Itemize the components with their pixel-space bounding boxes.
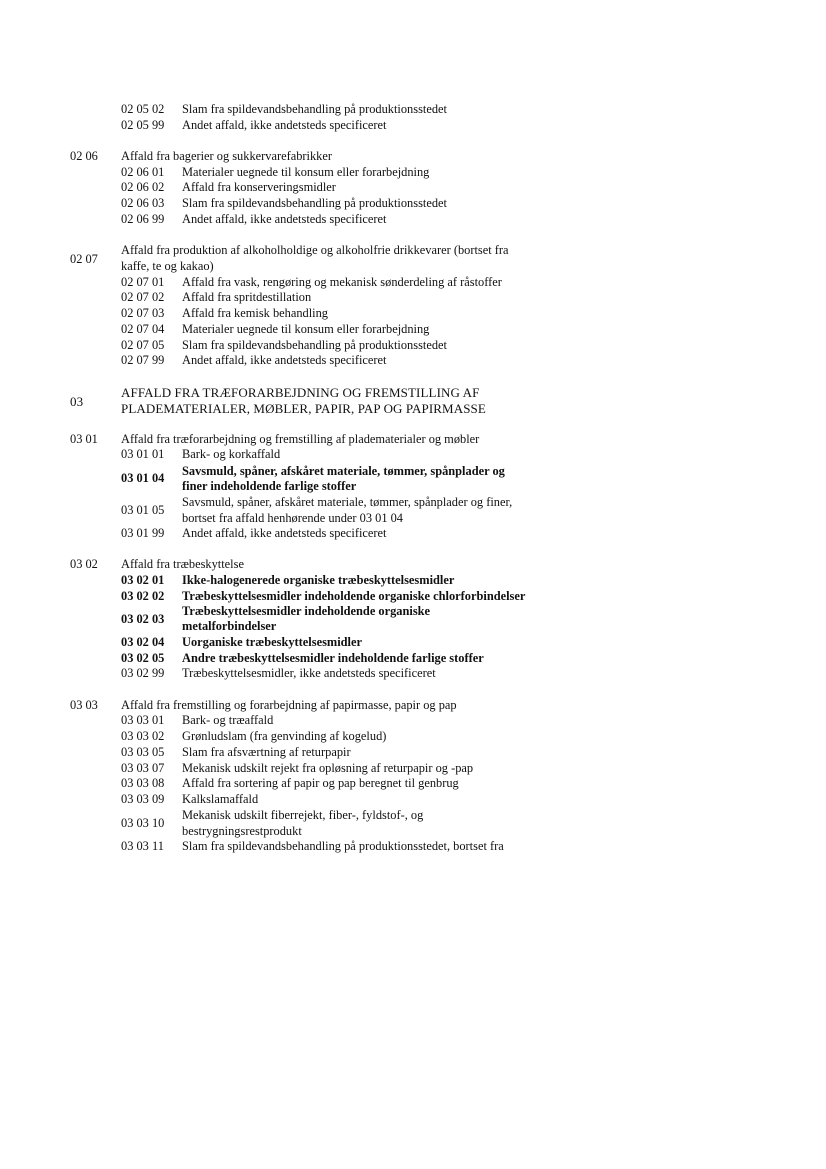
waste-code: 03 03 10 (121, 816, 165, 830)
waste-description: Affald fra spritdestillation (182, 290, 312, 304)
waste-description-cont: finer indeholdende farlige stoffer (182, 479, 357, 493)
waste-description: Affald fra konserveringsmidler (182, 180, 336, 194)
waste-description: Slam fra spildevandsbehandling på produktionsstedet, bortset fra (182, 839, 504, 853)
waste-description: Slam fra spildevandsbehandling på produktionsstedet (182, 196, 447, 210)
waste-description: Affald fra vask, rengøring og mekanisk sønderdeling af råstoffer (182, 275, 502, 289)
waste-code: 03 03 02 (121, 729, 165, 743)
waste-group-code: 02 07 (70, 252, 98, 266)
waste-code: 02 07 04 (121, 322, 165, 336)
waste-group-title: Affald fra træforarbejdning og fremstilling af pladematerialer og møbler (121, 432, 480, 446)
waste-description: Andet affald, ikke andetsteds specificeret (182, 118, 387, 132)
waste-description: Bark- og træaffald (182, 713, 274, 727)
chapter-code: 03 (70, 394, 84, 409)
waste-group-title: Affald fra bagerier og sukkervarefabrikker (121, 149, 332, 163)
waste-code: 02 07 03 (121, 306, 165, 320)
waste-code: 02 05 02 (121, 102, 165, 116)
waste-code: 03 01 99 (121, 526, 165, 540)
chapter-title: AFFALD FRA TRÆFORARBEJDNING OG FREMSTILLING AF (121, 385, 480, 400)
waste-description: Materialer uegnede til konsum eller forarbejdning (182, 322, 430, 336)
waste-group-title: Affald fra produktion af alkoholholdige og alkoholfrie drikkevarer (bortset fra (121, 243, 509, 257)
waste-code: 03 02 05 (121, 651, 165, 665)
waste-code: 03 02 03 (121, 612, 165, 626)
waste-code: 03 03 01 (121, 713, 165, 727)
waste-description: Mekanisk udskilt rejekt fra opløsning af returpapir og -pap (182, 761, 474, 775)
waste-description: Materialer uegnede til konsum eller forarbejdning (182, 165, 430, 179)
waste-description: Slam fra spildevandsbehandling på produktionsstedet (182, 338, 447, 352)
waste-code: 02 06 99 (121, 212, 165, 226)
waste-group-title: Affald fra fremstilling og forarbejdning af papirmasse, papir og pap (121, 698, 457, 712)
waste-description: Affald fra sortering af papir og pap beregnet til genbrug (182, 776, 459, 790)
waste-code: 03 03 09 (121, 792, 165, 806)
waste-code: 03 02 02 (121, 589, 165, 603)
waste-description: Andet affald, ikke andetsteds specificeret (182, 353, 387, 367)
waste-code: 03 03 05 (121, 745, 165, 759)
waste-code: 03 03 07 (121, 761, 165, 775)
waste-description: Affald fra kemisk behandling (182, 306, 329, 320)
waste-description: Andre træbeskyttelsesmidler indeholdende farlige stoffer (182, 651, 484, 665)
waste-group-code: 03 01 (70, 432, 98, 446)
waste-code: 02 06 03 (121, 196, 165, 210)
waste-code: 03 02 04 (121, 635, 165, 649)
waste-description: Grønludslam (fra genvinding af kogelud) (182, 729, 387, 743)
waste-group-code: 02 06 (70, 149, 98, 163)
chapter-title-cont: PLADEMATERIALER, MØBLER, PAPIR, PAP OG PAPIRMASSE (121, 401, 486, 416)
waste-description: Savsmuld, spåner, afskåret materiale, tømmer, spånplader og finer, (182, 495, 513, 509)
waste-description: Kalkslamaffald (182, 792, 259, 806)
waste-code: 02 07 05 (121, 338, 165, 352)
waste-description: Savsmuld, spåner, afskåret materiale, tømmer, spånplader og (182, 464, 505, 478)
waste-description: Mekanisk udskilt fiberrejekt, fiber-, fyldstof-, og (182, 808, 424, 822)
waste-code: 02 07 01 (121, 275, 165, 289)
waste-description-cont: bestrygningsrestprodukt (182, 824, 302, 838)
waste-description: Slam fra spildevandsbehandling på produktionsstedet (182, 102, 447, 116)
waste-description: Bark- og korkaffald (182, 447, 281, 461)
waste-description: Ikke-halogenerede organiske træbeskyttelsesmidler (182, 573, 455, 587)
waste-description-cont: bortset fra affald henhørende under 03 01 04 (182, 511, 404, 525)
waste-description: Andet affald, ikke andetsteds specificeret (182, 526, 387, 540)
waste-description: Træbeskyttelsesmidler indeholdende organiske (182, 604, 431, 618)
waste-code: 03 01 04 (121, 471, 165, 485)
waste-group-code: 03 02 (70, 557, 98, 571)
waste-description: Træbeskyttelsesmidler indeholdende organiske chlorforbindelser (182, 589, 526, 603)
waste-code: 03 01 01 (121, 447, 165, 461)
waste-code: 03 03 11 (121, 839, 164, 853)
waste-code: 03 03 08 (121, 776, 165, 790)
waste-code: 03 02 99 (121, 666, 165, 680)
waste-group-code: 03 03 (70, 698, 98, 712)
waste-code: 02 07 02 (121, 290, 165, 304)
waste-group-title: Affald fra træbeskyttelse (121, 557, 244, 571)
waste-description: Slam fra afsværtning af returpapir (182, 745, 351, 759)
waste-group-title-cont: kaffe, te og kakao) (121, 259, 214, 273)
waste-code: 02 05 99 (121, 118, 165, 132)
waste-description: Andet affald, ikke andetsteds specificeret (182, 212, 387, 226)
waste-description: Træbeskyttelsesmidler, ikke andetsteds specificeret (182, 666, 436, 680)
waste-code: 02 06 02 (121, 180, 165, 194)
waste-code: 03 01 05 (121, 503, 165, 517)
waste-code: 03 02 01 (121, 573, 165, 587)
waste-description: Uorganiske træbeskyttelsesmidler (182, 635, 362, 649)
waste-description-cont: metalforbindelser (182, 619, 277, 633)
waste-code: 02 07 99 (121, 353, 165, 367)
waste-code: 02 06 01 (121, 165, 165, 179)
